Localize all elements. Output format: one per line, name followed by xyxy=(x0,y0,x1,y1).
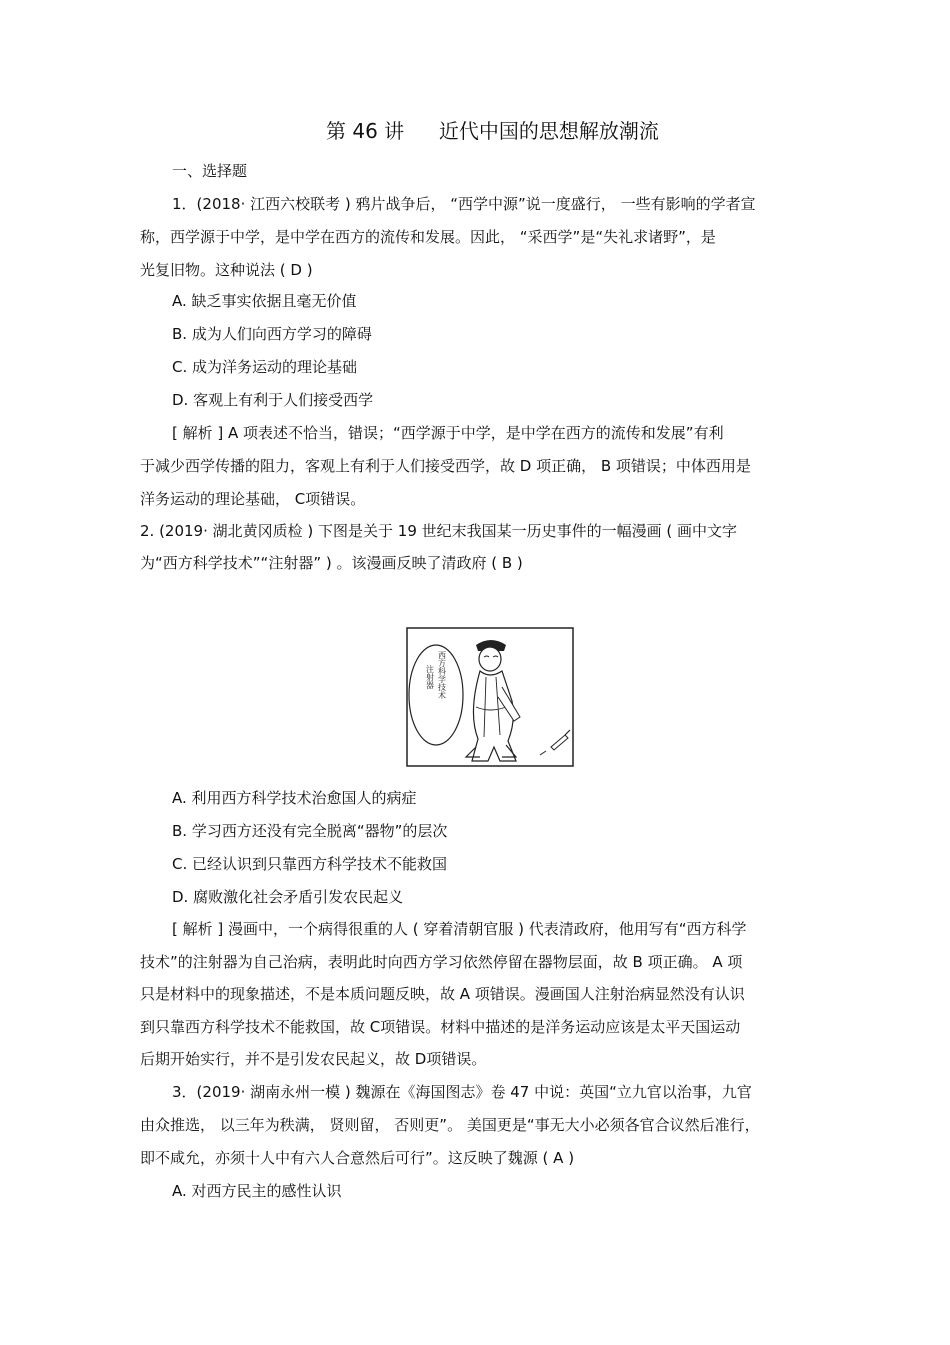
cartoon-label-syringe: 注射器 xyxy=(425,665,435,689)
cartoon-image xyxy=(406,627,574,767)
q2-option-a: A. 利用西方科学技术治愈国人的病症 xyxy=(172,789,417,807)
q1-option-d: D. 客观上有利于人们接受西学 xyxy=(172,391,374,409)
q2-option-d: D. 腐败激化社会矛盾引发农民起义 xyxy=(172,888,404,906)
q2-line-1: 2. (2019· 湖北黄冈质检 ) 下图是关于 19 世纪末我国某一历史事件的一幅漫画 ( 画中文字 xyxy=(140,522,738,540)
q1-option-b: B. 成为人们向西方学习的障碍 xyxy=(172,325,372,343)
q2-analysis-line-4: 到只靠西方科学技术不能救国，故 C项错误。材料中描述的是洋务运动应该是太平天国运动 xyxy=(140,1018,741,1036)
cartoon-label-science: 西方科学技术 xyxy=(437,651,447,699)
q2-option-b: B. 学习西方还没有完全脱离“器物”的层次 xyxy=(172,822,448,840)
q1-analysis-line-2: 于减少西学传播的阻力，客观上有利于人们接受西学，故 D 项正确， B 项错误；中体西用是 xyxy=(140,457,751,475)
q3-option-a: A. 对西方民主的感性认识 xyxy=(172,1182,342,1200)
q1-option-c: C. 成为洋务运动的理论基础 xyxy=(172,358,358,376)
q2-analysis-line-5: 后期开始实行，并不是引发农民起义，故 D项错误。 xyxy=(140,1050,487,1068)
q2-line-2: 为“西方科学技术”“注射器” ) 。该漫画反映了清政府 ( B ) xyxy=(140,554,523,572)
q1-line-3: 光复旧物。这种说法 ( D ) xyxy=(140,261,313,279)
lecture-title: 近代中国的思想解放潮流 xyxy=(438,119,659,143)
section-heading: 一、选择题 xyxy=(172,162,248,180)
q2-analysis-line-1: [ 解析 ] 漫画中，一个病得很重的人 ( 穿着清朝官服 ) 代表清政府，他用写有“西方科学 xyxy=(172,920,747,938)
q3-line-1: 3．(2019· 湖南永州一模 ) 魏源在《海国图志》卷 47 中说：英国“立九官以治事，九官 xyxy=(172,1083,752,1101)
q2-option-c: C. 已经认识到只靠西方科学技术不能救国 xyxy=(172,855,448,873)
lecture-number: 第 46 讲 xyxy=(326,119,405,143)
q1-option-a: A. 缺乏事实依据且毫无价值 xyxy=(172,292,357,310)
q1-analysis-line-3: 洋务运动的理论基础， C项错误。 xyxy=(140,490,366,508)
q1-line-1: 1．(2018· 江西六校联考 ) 鸦片战争后， “西学中源”说一度盛行， 一些有影响的学者宣 xyxy=(172,195,756,213)
q1-line-2: 称，西学源于中学，是中学在西方的流传和发展。因此， “采西学”是“失礼求诸野”，是 xyxy=(140,228,716,246)
q3-line-3: 即不咸允，亦须十人中有六人合意然后可行”。这反映了魏源 ( A ) xyxy=(140,1149,575,1167)
q3-line-2: 由众推选， 以三年为秩满， 贤则留， 否则更”。 美国更是“事无大小必须各官合议然后准行， xyxy=(140,1116,760,1134)
page-title xyxy=(326,118,659,144)
q2-analysis-line-3: 只是材料中的现象描述，不是本质问题反映，故 A 项错误。漫画国人注射治病显然没有认识 xyxy=(140,985,745,1003)
q2-analysis-line-2: 技术”的注射器为自己治病，表明此时向西方学习依然停留在器物层面，故 B 项正确。 A 项 xyxy=(140,953,743,971)
q1-analysis-line-1: [ 解析 ] A 项表述不恰当，错误；“西学源于中学，是中学在西方的流传和发展”有利 xyxy=(172,424,724,442)
